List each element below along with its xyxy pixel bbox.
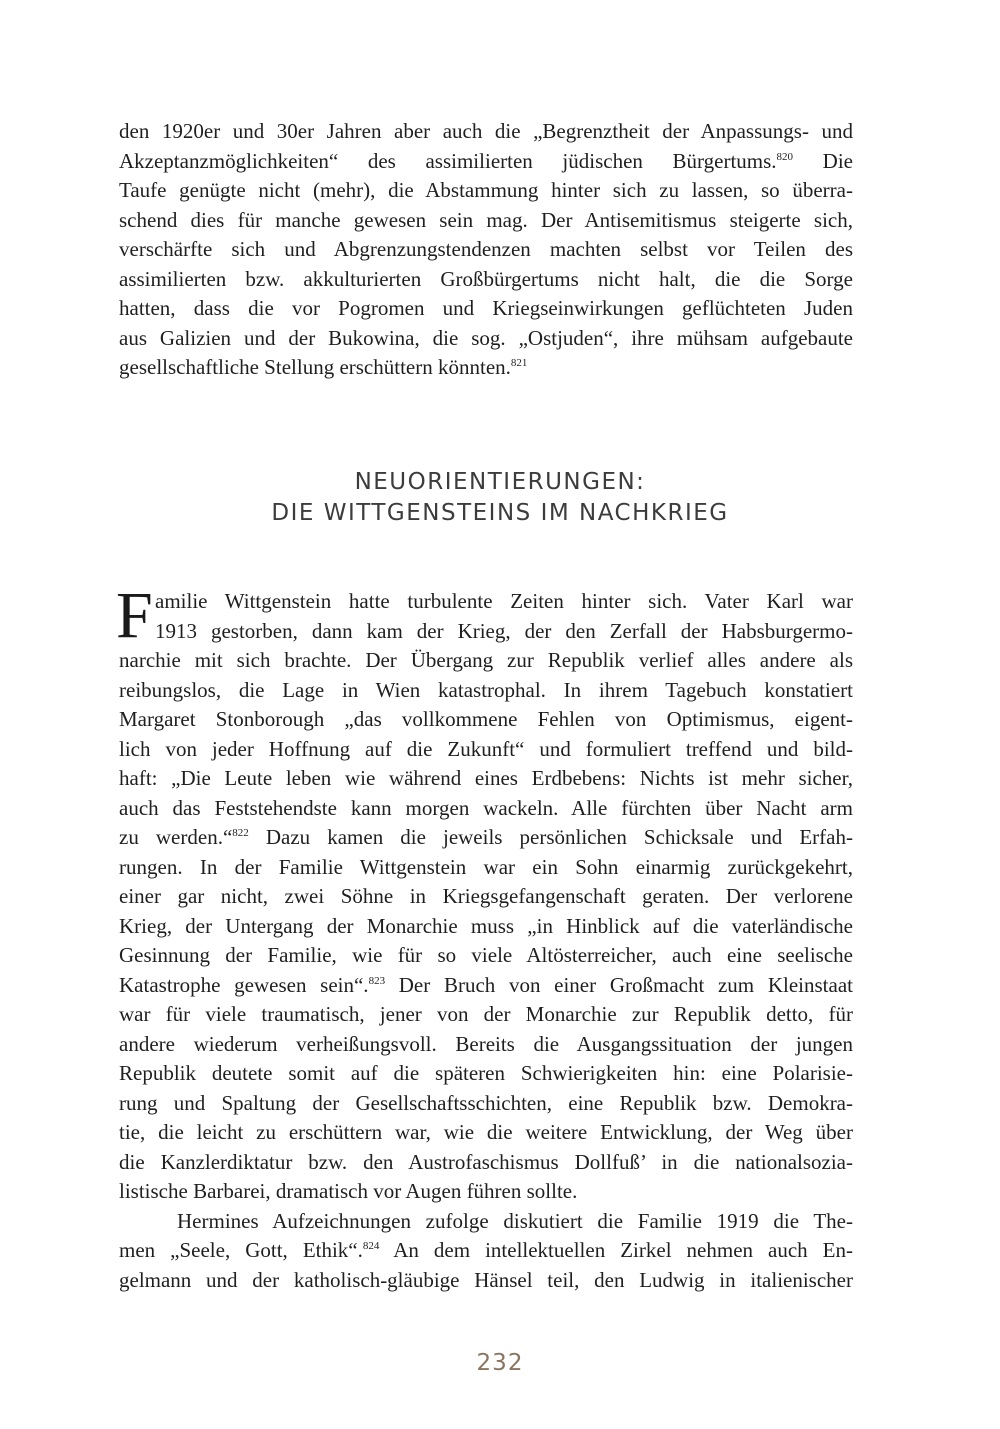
drop-cap: F — [116, 579, 153, 652]
text-line: andere wiederum verheißungsvoll. Bereits die Ausgangssituation der jungen — [119, 1031, 853, 1056]
footnote-ref[interactable]: 821 — [510, 357, 528, 369]
page-number: 232 — [476, 1350, 524, 1376]
text-line: men „Seele, Gott, Ethik“.$^{824}$ An dem intellektuellen Zirkel nehmen auch En- — [119, 1238, 853, 1262]
text-line: amilie Wittgenstein hatte turbulente Zeiten hinter sich. Vater Karl war — [155, 589, 853, 613]
paragraph-2 — [116, 579, 853, 1295]
text-line: tie, die leicht zu erschüttern war, wie die weitere Entwicklung, der Weg über — [119, 1120, 853, 1144]
text-line: 1913 gestorben, dann kam der Krieg, der den Zerfall der Habsburgermo- — [155, 618, 853, 643]
text-line: Republik deutete somit auf die späteren Schwierigkeiten hin: eine Polarisie- — [119, 1061, 853, 1085]
text-line: gelmann und der katholisch-gläubige Hänsel teil, den Ludwig in italienischer — [119, 1267, 853, 1292]
section-heading — [0, 467, 1000, 529]
footnote-ref[interactable]: 824 — [362, 1240, 380, 1252]
text-line: narchie mit sich brachte. Der Übergang zur Republik verlief alles andere als — [119, 648, 853, 672]
heading-line-1: NEUORIENTIERUNGEN: — [354, 469, 646, 495]
text-line: auch das Feststehendste kann morgen wackeln. Alle fürchten über Nacht arm — [119, 795, 853, 820]
text-line: war für viele traumatisch, jener von der Monarchie zur Republik detto, für — [119, 1002, 853, 1026]
text-line: Katastrophe gewesen sein“.$^{823}$ Der Bruch von einer Großmacht zum Kleinstaat — [119, 972, 853, 997]
text-line: Akzeptanzmöglichkeiten“ des assimilierten jüdischen Bürgertums.$^{820}$ Die — [119, 148, 853, 173]
text-line: hatten, dass die vor Pogromen und Kriegseinwirkungen geflüchteten Juden — [119, 296, 853, 320]
paragraph-1 — [119, 117, 853, 383]
footnote-ref[interactable]: 820 — [776, 150, 794, 163]
text-line: zu werden.“$^{822}$ Dazu kamen die jeweils persönlichen Schicksale und Erfah- — [119, 825, 853, 849]
text-line: einer gar nicht, zwei Söhne in Kriegsgefangenschaft geraten. Der verlorene — [119, 884, 853, 908]
text-line: haft: „Die Leute leben wie während eines Erdbebens: Nichts ist mehr sicher, — [119, 766, 853, 790]
text-line: gesellschaftliche Stellung erschüttern könnten.$^{821}$ — [119, 355, 528, 379]
text-line: rungen. In der Familie Wittgenstein war ein Sohn einarmig zurückgekehrt, — [119, 854, 853, 879]
text-line: den 1920er und 30er Jahren aber auch die „Begrenztheit der Anpassungs- und — [119, 119, 853, 143]
heading-line-2: DIE WITTGENSTEINS IM NACHKRIEG — [271, 500, 729, 526]
text-line: rung und Spaltung der Gesellschaftsschichten, eine Republik bzw. Demokra- — [119, 1090, 853, 1115]
text-line: assimilierten bzw. akkulturierten Großbürgertums nicht halt, die die Sorge — [119, 266, 853, 291]
text-line: listische Barbarei, dramatisch vor Augen führen sollte. — [119, 1179, 578, 1203]
text-line: schend dies für manche gewesen sein mag. Der Antisemitismus steigerte sich, — [119, 207, 853, 232]
text-line: Hermines Aufzeichnungen zufolge diskutiert die Familie 1919 die The- — [177, 1208, 853, 1233]
text-line: Gesinnung der Familie, wie für so viele Altösterreicher, auch eine seelische — [119, 943, 853, 967]
footnote-ref[interactable]: 822 — [232, 827, 249, 839]
text-line: verschärfte sich und Abgrenzungstendenzen machten selbst vor Teilen des — [119, 237, 853, 261]
text-line: die Kanzlerdiktatur bzw. den Austrofaschismus Dollfuß’ in die nationalsozia- — [119, 1149, 853, 1174]
text-line: reibungslos, die Lage in Wien katastrophal. In ihrem Tagebuch konstatiert — [119, 677, 853, 702]
footnote-ref[interactable]: 823 — [368, 974, 386, 987]
text-line: aus Galizien und der Bukowina, die sog. „Ostjuden“, ihre mühsam aufgebaute — [119, 325, 853, 350]
text-line: Krieg, der Untergang der Monarchie muss „in Hinblick auf die vaterländische — [119, 913, 853, 938]
text-line: lich von jeder Hoffnung auf die Zukunft“ und formuliert treffend und bild- — [119, 736, 853, 761]
text-line: Taufe genügte nicht (mehr), die Abstammung hinter sich zu lassen, so überra- — [119, 178, 853, 202]
text-line: Margaret Stonborough „das vollkommene Fehlen von Optimismus, eigent- — [119, 707, 853, 731]
